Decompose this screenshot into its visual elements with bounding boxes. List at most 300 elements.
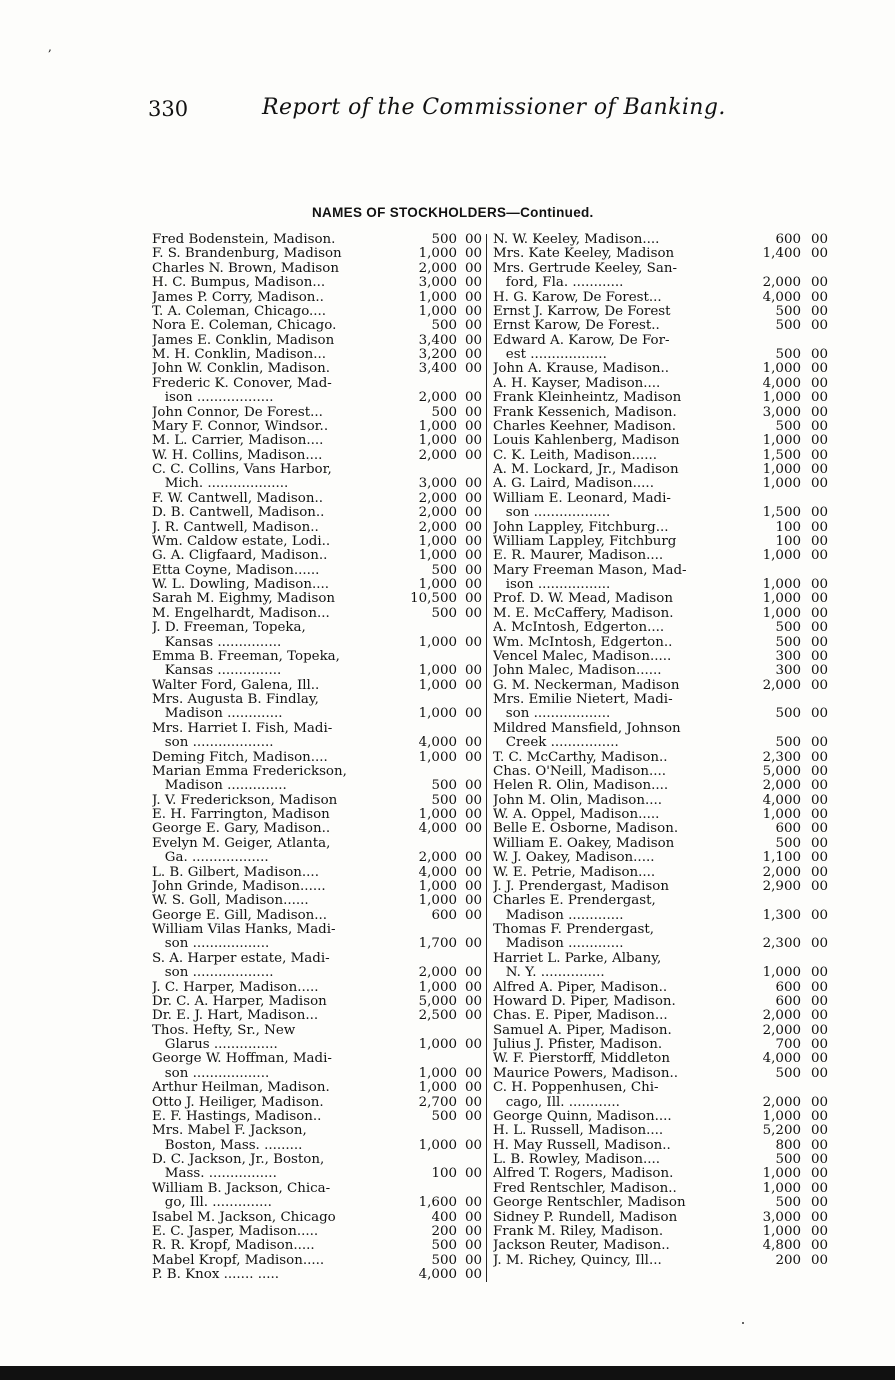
stockholder-row: [152, 664, 482, 678]
stockholder-name: Howard D. Piper, Madison.: [493, 994, 676, 1009]
share-cents: 00: [464, 347, 482, 362]
stockholder-row: [493, 1182, 828, 1196]
share-amount: [381, 1124, 457, 1138]
share-cents: 00: [810, 979, 828, 995]
share-amount: 1,000: [418, 418, 457, 434]
stockholder-name: Frank M. Riley, Madison.: [493, 1224, 664, 1239]
stockholder-name: Frederic K. Conover, Mad-: [152, 376, 332, 391]
share-amount: 1,000: [762, 1180, 801, 1196]
stockholder-name: J. M. Richey, Quincy, Ill...: [493, 1253, 662, 1268]
share-amount: 100: [775, 519, 801, 535]
stockholder-name: Mass. ................: [152, 1167, 277, 1182]
stockholder-name: Fred Bodenstein, Madison.: [152, 233, 336, 247]
share-cents: 00: [810, 1209, 828, 1225]
stockholder-name: William Lappley, Fitchburg: [493, 534, 677, 549]
stockholder-row: [152, 492, 482, 506]
share-cents: 00: [464, 260, 482, 276]
stockholder-name: M. H. Conklin, Madison...: [152, 348, 327, 362]
share-amount: 1,000: [418, 433, 457, 449]
stockholder-name: Mrs. Kate Keeley, Madison: [493, 247, 675, 262]
stockholder-name: J. C. Harper, Madison.....: [152, 980, 319, 995]
share-amount: 1,000: [762, 433, 801, 449]
share-amount: 1,000: [418, 893, 457, 909]
page-number: 330: [148, 97, 189, 121]
page-bottom-edge: [0, 1366, 895, 1380]
stockholder-row: [493, 362, 828, 376]
stockholder-name: Alfred T. Rogers, Madison.: [493, 1167, 674, 1182]
stockholder-row: [493, 449, 828, 463]
share-cents: 00: [810, 807, 828, 822]
share-amount: [381, 722, 457, 736]
stockholder-row: [152, 1110, 482, 1124]
stockholder-row: [493, 1009, 828, 1023]
share-cents: 00: [810, 404, 828, 420]
share-cents: 00: [810, 361, 828, 377]
share-cents: 00: [810, 620, 828, 636]
share-amount: [719, 693, 801, 707]
share-cents: 00: [810, 275, 828, 291]
share-cents: 00: [464, 677, 482, 693]
share-cents: 00: [464, 778, 482, 794]
share-amount: 4,000: [418, 864, 457, 880]
stockholder-row: [493, 1211, 828, 1225]
share-amount: 1,000: [762, 476, 801, 492]
stockholder-row: [152, 650, 482, 664]
share-cents: 00: [464, 490, 482, 506]
share-amount: 10,500: [410, 591, 457, 607]
stockholder-row: [493, 894, 828, 908]
stockholder-name: L. B. Gilbert, Madison....: [152, 865, 319, 880]
stockholder-row: [493, 1124, 828, 1138]
share-cents: 00: [464, 893, 482, 909]
stockholder-row: [152, 636, 482, 650]
share-amount: 1,000: [418, 663, 457, 679]
stockholder-row: [152, 319, 482, 333]
share-cents: 00: [464, 332, 482, 348]
stockholder-row: [493, 1081, 828, 1095]
stockholder-name: D. B. Cantwell, Madison..: [152, 506, 325, 521]
share-amount: 1,000: [418, 749, 457, 765]
stockholder-name: John Lappley, Fitchburg...: [493, 520, 669, 535]
share-amount: 800: [775, 1137, 801, 1153]
stockholder-row: [152, 535, 482, 549]
stockholder-row: [493, 837, 828, 851]
share-amount: 2,300: [762, 936, 801, 952]
stockholder-row: [493, 564, 828, 578]
stockholder-name: Belle E. Osborne, Madison.: [493, 822, 679, 837]
stockholder-name: A. McIntosh, Edgerton....: [493, 621, 665, 636]
share-amount: 2,000: [762, 864, 801, 880]
stockholder-row: [152, 1096, 482, 1110]
stockholder-name: Glarus ...............: [152, 1038, 278, 1052]
stockholder-row: [493, 262, 828, 276]
stockholder-name: N. Y. ...............: [493, 966, 605, 981]
stockholder-row: [152, 406, 482, 420]
share-cents: 00: [810, 577, 828, 592]
share-cents: [801, 894, 828, 908]
stockholder-row: [493, 578, 828, 592]
section-title: NAMES OF STOCKHOLDERS—Continued.: [312, 205, 594, 220]
share-amount: 4,000: [762, 792, 801, 808]
stockholder-row: [152, 449, 482, 463]
stockholder-row: [493, 1024, 828, 1038]
share-cents: 00: [464, 979, 482, 995]
share-amount: 500: [431, 1238, 457, 1254]
share-cents: 00: [810, 965, 828, 981]
share-amount: 1,000: [762, 591, 801, 607]
share-cents: 00: [810, 1123, 828, 1139]
stockholder-row: [152, 233, 482, 247]
share-cents: 00: [464, 1238, 482, 1254]
stockholder-name: Mich. ...................: [152, 477, 289, 492]
share-amount: 500: [775, 347, 801, 362]
stockholder-name: Sarah M. Eighmy, Madison: [152, 592, 336, 607]
stockholder-name: A. M. Lockard, Jr., Madison: [493, 463, 679, 477]
stockholder-name: Isabel M. Jackson, Chicago: [152, 1210, 336, 1225]
share-cents: 00: [464, 965, 482, 981]
stockholder-row: [152, 794, 482, 808]
stockholder-row: [152, 1268, 482, 1282]
stockholder-row: [493, 1196, 828, 1210]
share-amount: 500: [431, 404, 457, 420]
stockholder-row: [152, 808, 482, 822]
share-amount: 1,000: [762, 462, 801, 477]
stockholder-row: [152, 751, 482, 765]
stockholder-name: son ...................: [152, 966, 274, 981]
share-amount: 300: [775, 648, 801, 664]
stockholder-row: [493, 866, 828, 880]
share-cents: 00: [464, 1195, 482, 1211]
stockholder-row: [152, 578, 482, 592]
share-amount: 1,600: [418, 1195, 457, 1211]
share-cents: 00: [810, 1152, 828, 1167]
share-cents: [457, 650, 482, 664]
stockholder-name: George Rentschler, Madison: [493, 1196, 686, 1211]
share-cents: 00: [464, 735, 482, 751]
share-cents: 00: [810, 605, 828, 621]
share-cents: 00: [810, 1238, 828, 1254]
stockholder-row: [152, 1239, 482, 1253]
stockholder-name: William Vilas Hanks, Madi-: [152, 923, 336, 937]
stockholder-row: [493, 406, 828, 420]
share-cents: 00: [464, 605, 482, 621]
stockholder-name: Samuel A. Piper, Madison.: [493, 1023, 672, 1038]
stockholder-name: John Connor, De Forest...: [152, 405, 323, 420]
share-cents: 00: [464, 246, 482, 262]
share-cents: [801, 492, 828, 506]
stockholder-name: Marian Emma Frederickson,: [152, 764, 347, 779]
share-cents: 00: [810, 246, 828, 262]
stockholder-name: Mabel Kropf, Madison.....: [152, 1253, 325, 1268]
share-cents: 00: [810, 850, 828, 866]
share-amount: 4,000: [762, 289, 801, 305]
share-amount: [381, 765, 457, 779]
stockholder-row: [493, 650, 828, 664]
share-amount: 500: [431, 1252, 457, 1268]
share-cents: 00: [464, 1080, 482, 1096]
share-cents: 00: [464, 749, 482, 765]
share-amount: 200: [775, 1252, 801, 1268]
share-amount: [719, 564, 801, 578]
stockholder-name: J. J. Prendergast, Madison: [493, 879, 669, 894]
share-cents: 00: [464, 289, 482, 305]
share-amount: 1,000: [418, 548, 457, 564]
stockholder-row: [493, 434, 828, 448]
stockholder-row: [493, 952, 828, 966]
stockholder-name: Wm. McIntosh, Edgerton..: [493, 635, 673, 650]
share-amount: 1,000: [418, 1080, 457, 1096]
share-cents: 00: [464, 878, 482, 894]
share-amount: 500: [431, 792, 457, 808]
share-amount: 700: [775, 1037, 801, 1052]
share-cents: 00: [464, 1209, 482, 1225]
stockholder-name: T. A. Coleman, Chicago....: [152, 304, 327, 319]
stockholder-row: [493, 477, 828, 491]
stockholder-name: Madison .............: [493, 937, 624, 952]
stockholder-name: George E. Gill, Madison...: [152, 908, 328, 923]
share-cents: 00: [464, 562, 482, 578]
stockholder-name: est ..................: [493, 348, 607, 362]
stockholder-name: Ga. ..................: [152, 851, 269, 866]
stockholder-name: Helen R. Olin, Madison....: [493, 779, 669, 794]
share-amount: 1,000: [762, 1108, 801, 1124]
share-amount: 1,000: [418, 677, 457, 693]
share-cents: 00: [810, 318, 828, 334]
share-amount: 4,000: [762, 1051, 801, 1067]
share-cents: 00: [810, 232, 828, 247]
share-amount: 1,500: [762, 447, 801, 463]
stockholder-name: Thomas F. Prendergast,: [493, 923, 655, 937]
stockholder-name: G. A. Cligfaard, Madison..: [152, 549, 328, 564]
share-amount: 1,000: [418, 634, 457, 650]
stockholder-row: [493, 506, 828, 520]
stockholder-row: [493, 937, 828, 951]
share-cents: 00: [464, 476, 482, 492]
stockholder-row: [493, 1052, 828, 1066]
share-amount: 2,000: [762, 778, 801, 794]
stockholder-name: Harriet L. Parke, Albany,: [493, 951, 662, 966]
share-cents: 00: [810, 1166, 828, 1182]
stockholder-row: [152, 1182, 482, 1196]
share-cents: 00: [464, 1094, 482, 1110]
share-cents: 00: [810, 821, 828, 837]
stockholder-row: [493, 636, 828, 650]
stockholder-row: [152, 837, 482, 851]
share-cents: 00: [810, 907, 828, 923]
stockholder-name: F. S. Brandenburg, Madison: [152, 247, 342, 262]
share-amount: 3,000: [418, 476, 457, 492]
share-amount: 1,000: [418, 706, 457, 722]
stockholder-row: [493, 334, 828, 348]
share-amount: 1,000: [762, 807, 801, 822]
share-amount: 500: [775, 418, 801, 434]
stockholder-name: W. E. Petrie, Madison....: [493, 865, 656, 880]
stockholder-name: Ernst J. Karrow, De Forest: [493, 304, 671, 319]
stockholder-name: Nora E. Coleman, Chicago.: [152, 319, 337, 334]
share-cents: 00: [810, 1108, 828, 1124]
stockholder-row: [152, 722, 482, 736]
share-cents: 00: [464, 1166, 482, 1182]
share-cents: 00: [810, 462, 828, 477]
share-cents: 00: [810, 936, 828, 952]
share-amount: [719, 262, 801, 276]
stockholder-name: Fred Rentschler, Madison..: [493, 1181, 677, 1196]
share-amount: 2,000: [762, 1094, 801, 1110]
stockholder-name: M. L. Carrier, Madison....: [152, 434, 324, 449]
stockholder-name: Chas. E. Piper, Madison...: [493, 1009, 668, 1024]
share-cents: 00: [464, 706, 482, 722]
stockholder-row: [152, 1081, 482, 1095]
share-cents: 00: [810, 1037, 828, 1052]
share-amount: 500: [775, 706, 801, 722]
stockholder-name: William E. Oakey, Madison: [493, 836, 675, 851]
stockholder-name: Madison .............: [493, 908, 624, 923]
share-cents: [801, 1081, 828, 1095]
stockholder-row: [493, 794, 828, 808]
stockholder-row: [152, 1153, 482, 1167]
share-cents: 00: [464, 505, 482, 521]
stockholder-row: [152, 995, 482, 1009]
stockholder-row: [152, 779, 482, 793]
share-amount: 1,700: [418, 936, 457, 952]
stockholder-row: [152, 564, 482, 578]
stockholder-row: [493, 765, 828, 779]
share-amount: 500: [775, 1195, 801, 1211]
share-amount: 4,800: [762, 1238, 801, 1254]
share-amount: 1,400: [762, 246, 801, 262]
stockholder-name: Vencel Malec, Madison.....: [493, 649, 672, 664]
share-amount: [381, 837, 457, 851]
stockholder-row: [493, 664, 828, 678]
share-cents: 00: [810, 1094, 828, 1110]
share-cents: 00: [464, 821, 482, 837]
share-amount: [381, 650, 457, 664]
share-cents: [801, 262, 828, 276]
share-amount: [719, 1081, 801, 1095]
stockholder-row: [493, 535, 828, 549]
share-amount: 1,000: [418, 577, 457, 592]
share-amount: 500: [431, 232, 457, 247]
stockholder-name: son ..................: [152, 937, 270, 952]
stockholder-row: [152, 391, 482, 405]
stockholder-row: [493, 1239, 828, 1253]
stockholder-row: [493, 909, 828, 923]
share-amount: 4,000: [418, 735, 457, 751]
stockholder-name: M. E. McCaffery, Madison.: [493, 606, 674, 621]
stockholder-row: [493, 549, 828, 563]
stockholder-row: [152, 1009, 482, 1023]
stockholder-name: M. Engelhardt, Madison...: [152, 606, 330, 621]
stockholder-name: Mrs. Augusta B. Findlay,: [152, 693, 319, 707]
stockholder-row: [152, 1196, 482, 1210]
stockholder-row: [152, 621, 482, 635]
stockholder-name: James E. Conklin, Madison: [152, 333, 335, 348]
stockholder-name: Arthur Heilman, Madison.: [152, 1081, 330, 1096]
share-cents: 00: [810, 418, 828, 434]
stockholder-name: J. R. Cantwell, Madison..: [152, 520, 319, 535]
stockholder-name: son ..................: [493, 506, 611, 521]
share-cents: [457, 1024, 482, 1038]
stockholder-name: C. H. Poppenhusen, Chi-: [493, 1081, 659, 1096]
share-cents: 00: [810, 505, 828, 521]
share-cents: [457, 693, 482, 707]
running-title: Report of the Commissioner of Banking.: [262, 95, 726, 120]
stockholder-name: Alfred A. Piper, Madison..: [493, 980, 668, 995]
share-amount: 1,000: [418, 303, 457, 319]
share-amount: 600: [431, 907, 457, 923]
stockholder-name: George E. Gary, Madison..: [152, 822, 331, 837]
share-cents: 00: [464, 447, 482, 463]
share-amount: 2,000: [762, 275, 801, 291]
share-amount: [381, 463, 457, 477]
share-amount: 1,000: [762, 577, 801, 592]
stockholder-row: [152, 679, 482, 693]
share-amount: 1,000: [418, 1065, 457, 1081]
share-amount: [719, 952, 801, 966]
stockholder-name: C. C. Collins, Vans Harbor,: [152, 463, 332, 477]
share-cents: 00: [464, 390, 482, 406]
share-cents: [457, 1052, 482, 1066]
stockholder-name: Creek ................: [493, 736, 619, 751]
share-amount: 2,000: [762, 677, 801, 693]
share-cents: 00: [810, 476, 828, 492]
stockholder-row: [493, 995, 828, 1009]
share-cents: 00: [810, 1180, 828, 1196]
stockholder-row: [493, 319, 828, 333]
stockholder-name: E. R. Maurer, Madison....: [493, 549, 664, 564]
stockholder-row: [493, 779, 828, 793]
share-amount: 2,700: [418, 1094, 457, 1110]
stockholder-name: son ...................: [152, 736, 274, 751]
stockholder-name: Evelyn M. Geiger, Atlanta,: [152, 836, 331, 851]
share-amount: 5,000: [762, 763, 801, 779]
share-amount: 1,000: [418, 979, 457, 995]
share-amount: 300: [775, 663, 801, 679]
stockholder-name: F. W. Cantwell, Madison..: [152, 491, 323, 506]
stockholder-row: [152, 765, 482, 779]
share-cents: [457, 837, 482, 851]
stockholder-name: J. V. Frederickson, Madison: [152, 793, 338, 808]
share-amount: 1,000: [418, 878, 457, 894]
share-amount: 500: [775, 735, 801, 751]
stockholder-row: [152, 247, 482, 261]
share-cents: 00: [810, 706, 828, 722]
share-cents: 00: [464, 361, 482, 377]
share-amount: 1,000: [762, 965, 801, 981]
share-amount: 1,000: [418, 807, 457, 822]
page-speck: [742, 1322, 744, 1324]
share-cents: [801, 923, 828, 937]
stockholder-row: [493, 607, 828, 621]
share-cents: 00: [464, 318, 482, 334]
stockholder-row: [493, 492, 828, 506]
stockholder-name: N. W. Keeley, Madison....: [493, 233, 660, 247]
stockholder-row: [493, 822, 828, 836]
share-amount: 500: [775, 1152, 801, 1167]
stockholder-row: [152, 1139, 482, 1153]
stockholder-name: C. K. Leith, Madison......: [493, 448, 658, 463]
stockholder-name: S. A. Harper estate, Madi-: [152, 951, 330, 966]
stockholder-name: William E. Leonard, Madi-: [493, 491, 671, 506]
stockholder-row: [152, 937, 482, 951]
stockholder-name: Wm. Caldow estate, Lodi..: [152, 534, 331, 549]
share-cents: 00: [810, 1195, 828, 1211]
share-cents: 00: [810, 648, 828, 664]
stockholder-name: Maurice Powers, Madison..: [493, 1066, 679, 1081]
share-amount: 3,400: [418, 332, 457, 348]
share-amount: [381, 1024, 457, 1038]
share-cents: 00: [810, 1008, 828, 1024]
